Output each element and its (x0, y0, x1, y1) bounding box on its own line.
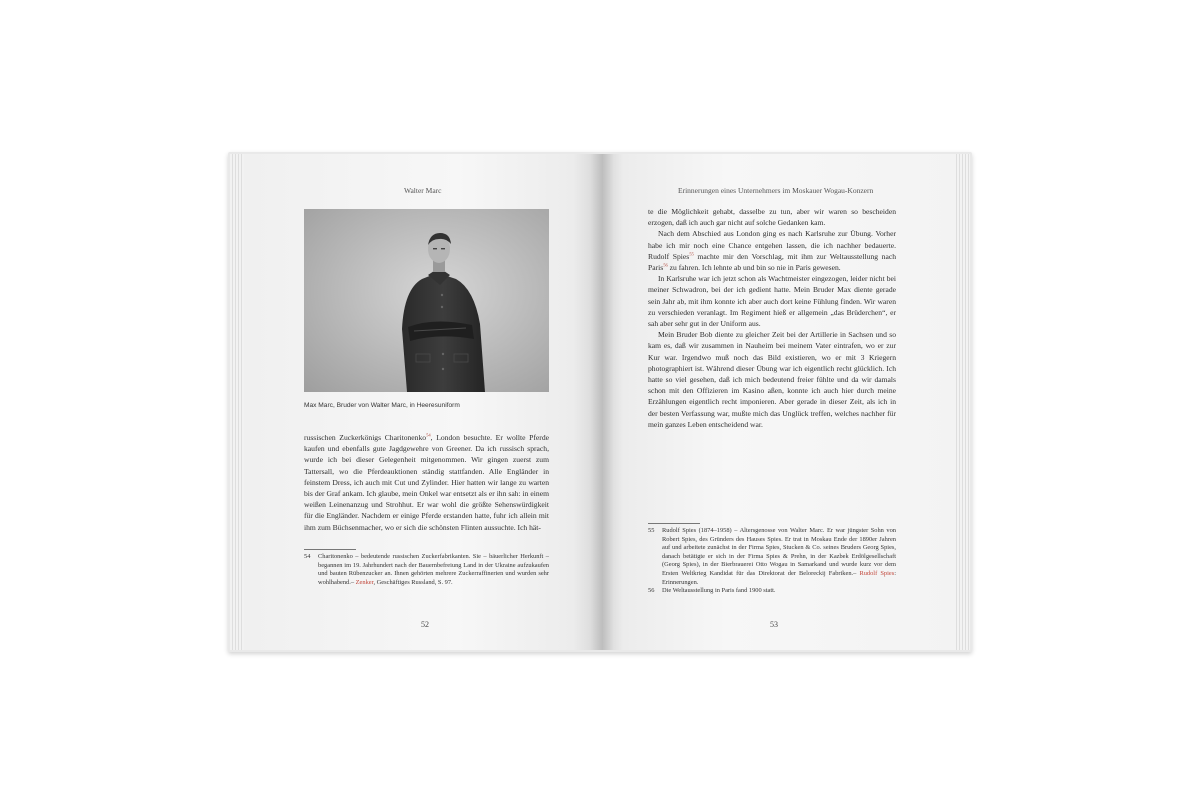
text-run: zu fahren. Ich lehnte ab und bin so nie in Paris gewesen. (667, 263, 841, 273)
footnote-number: 54 (304, 553, 311, 560)
footnote-link[interactable]: Rudolf Spies (859, 569, 895, 577)
footnote (648, 527, 896, 587)
footnote-link[interactable]: Zenker (355, 578, 374, 586)
page-number: 52 (421, 620, 429, 629)
photo-caption: Max Marc, Bruder von Walter Marc, in Heeresuniform (304, 402, 460, 409)
paragraph: Mein Bruder Bob diente zu gleicher Zeit bei der Artillerie in Sachsen und so kam es, daß wir zusammen in Nauheim bei meinem Vater eintrafen, wo er zur Kur war. Irgendwo muß noch das Bild existieren, wo er mit 3 Kriegern photographiert ist. Während dieser Übung war ich eigentlich recht glücklich. Ich hatte so viel gesehen, daß ich mich bedeutend freier fühlte und da wir damals schon mit den Offizieren im Kasino aßen, konnte ich auch hier durch meine Erzählungen eigentlich recht imponieren. Aber gerade in dieser Zeit, als ich in der besten Verfassung war, mußte mich das Unglück treffen, welches nachher für mein ganzes Leben entscheidend war. (648, 330, 896, 429)
portrait-photo (304, 209, 549, 392)
footnote-ref[interactable]: 55 (689, 251, 694, 257)
right-page (602, 154, 956, 650)
text-run: : Erinnerungen. (662, 569, 896, 586)
paragraph: te die Möglichkeit gehabt, dasselbe zu tun, aber wir waren so bescheiden erzogen, daß ich auch gar nicht auf solche Gedanken kam. (648, 207, 896, 228)
text-run: Nach dem Abschied aus London ging es nach Karlsruhe zur Übung. Vorher habe ich mir noch eine Chance entgehen lassen, die ich nachher bedauerte. Rudolf Spies (648, 229, 896, 261)
paragraph: In Karlsruhe war ich jetzt schon als Wachtmeister eingezogen, leider nicht bei meiner Schwadron, bei der ich gedient hatte. Mein Bruder Max diente gerade sein Jahr ab, mit ihm konnte ich aber auch dort keine Fühlung finden. Wir waren zu verschieden veranlagt. Im Regiment hieß er allgemein „das Brüderchen“, er sah aber sehr gut in der Uniform aus. (648, 274, 896, 329)
footnote-number: 55 (648, 527, 655, 534)
footnote (304, 553, 549, 587)
body-text (304, 432, 549, 533)
footnote-text (662, 527, 896, 587)
page-edges-right (956, 154, 970, 650)
text-run: , Geschäftiges Russland, S. 97. (373, 578, 453, 586)
footnote-rule (648, 523, 700, 524)
page-edges-left (230, 154, 244, 650)
body-text (648, 206, 896, 430)
footnote-ref[interactable]: 54 (426, 432, 431, 438)
text-run: russischen Zuckerkönigs Charitonenko (304, 433, 427, 442)
running-head: Walter Marc (404, 186, 442, 195)
text-run: Charitonenko – bedeutende russischen Zuckerfabrikanten. Sie – bäuerlicher Herkunft – begannen im 19. Jahrhundert nach der Bauernbefreiung Land in der Ukraine aufzukaufen und bauten Rübenzucker an. Ihnen gehörten mehrere Zuckerraffinerien und wurden sehr wohlhabend.– (318, 553, 549, 586)
footnote-rule (304, 549, 356, 550)
footnote-text: Die Weltausstellung in Paris fand 1900 statt. (662, 587, 776, 595)
footnote (648, 587, 896, 596)
footnote-ref[interactable]: 56 (663, 262, 668, 268)
footnotes (304, 553, 549, 587)
text-run: , London besuchte. Er wollte Pferde kaufen und ebenfalls gute Jagdgewehre von Greener. Da ich russisch sprach, wurde ich bei dieser Gelegenheit mitgenommen. Wir gingen zuerst zum Tattersall, wo die Pferdeauktionen ständig stattfanden. Alle Engländer in feinstem Dress, ich auch mit Cut und Zylinder. Hier hatten wir lange zu warten bis der Graf ankam. Ich glaube, mein Onkel war entsetzt als er ihn sah: in einem weißen Leinenanzug und Strohhut. Er war wohl die größte Sehenswürdigkeit für die Engländer. Nachdem er einige Pferde erstanden hatte, fuhr ich allein mit ihm zum Büchsenmacher, wo er sich die schönsten Flinten aussuchte. Ich hät- (304, 433, 549, 532)
text-run: Rudolf Spies (1874–1958) – Altersgenosse von Walter Marc. Er war jüngster Sohn von Robert Spies, des Gründers des Hauses Spies. Er trat in Moskau Ende der 1890er Jahren auf und arbeitete zunächst in der Firma Spies, Stucken & Co. seines Bruders Georg Spies, danach betätigte er sich in der Firma Spies & Prehn, in der Kazbek Erdölgesellschaft (Georg Spies), in der Bierbrauerei Otto Wogau in Samarkand und wurde kurz vor dem Ersten Weltkrieg Kandidat für das Direktorat der Beloreckij Fabriken.– (662, 527, 896, 577)
footnote-text (318, 553, 549, 587)
paragraph (304, 432, 549, 533)
running-head: Erinnerungen eines Unternehmers im Moskauer Wogau-Konzern (678, 186, 874, 195)
page-number: 53 (770, 620, 778, 629)
open-book (228, 152, 972, 652)
paragraph (648, 228, 896, 273)
text-run: machte mir den Vorschlag, mit ihm zur Weltausstellung nach Paris (648, 251, 896, 273)
footnote-number: 56 (648, 587, 655, 595)
footnotes (648, 527, 896, 596)
left-page (244, 154, 602, 650)
